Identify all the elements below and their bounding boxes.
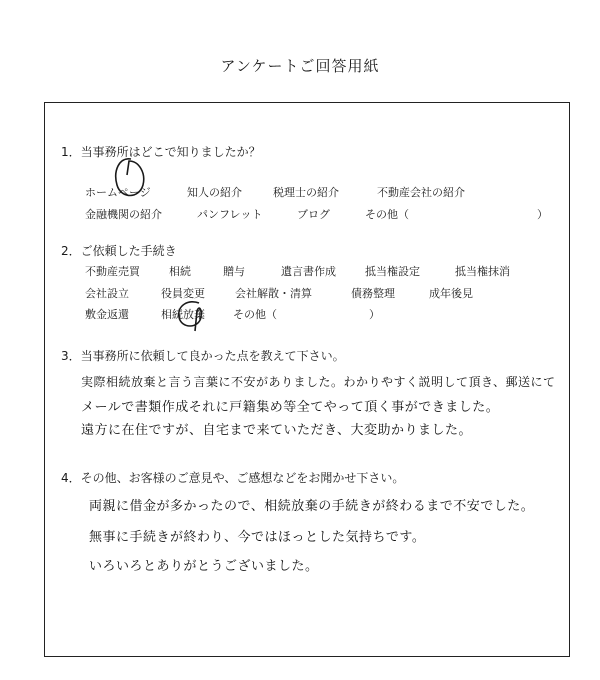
q2-option-company-setup: 会社設立 — [85, 287, 129, 300]
form-title: アンケートご回答用紙 — [220, 57, 380, 75]
q1-option-other-close: ） — [537, 208, 548, 221]
q1-option-acquaintance: 知人の紹介 — [187, 186, 242, 199]
q2-option-mortgage-setup: 抵当権設定 — [365, 265, 420, 278]
q3-answer-line-1: 実際相続放棄と言う言葉に不安がありました。わかりやすく説明して頂き、郵送にて — [81, 375, 556, 389]
q1-question: 1．当事務所はどこで知りましたか？ — [61, 145, 261, 159]
q2-option-other-close: ） — [369, 308, 380, 321]
q2-option-renunciation: 相続放棄 — [161, 308, 205, 321]
q2-option-dissolution: 会社解散・清算 — [235, 287, 312, 300]
q2-option-debt: 債務整理 — [351, 287, 395, 300]
questionnaire-sheet — [44, 102, 570, 657]
q1-option-homepage: ホームページ — [85, 186, 151, 199]
q4-question: 4．その他、お客様のご意見や、ご感想などをお聞かせ下さい。 — [61, 471, 405, 485]
q2-option-real-estate-sale: 不動産売買 — [85, 265, 140, 278]
q2-option-deposit-return: 敷金返還 — [85, 308, 129, 321]
circle-mark-renunciation — [169, 297, 209, 337]
q2-option-mortgage-cancel: 抵当権抹消 — [455, 265, 510, 278]
q1-option-financial: 金融機関の紹介 — [85, 208, 162, 221]
q2-option-inheritance: 相続 — [169, 265, 191, 278]
q1-option-blog: ブログ — [297, 208, 330, 221]
q4-answer-line-1: 両親に借金が多かったので、相続放棄の手続きが終わるまで不安でした。 — [89, 499, 535, 514]
q1-option-real-estate: 不動産会社の紹介 — [377, 186, 465, 199]
q2-question: 2．ご依頼した手続き — [61, 244, 177, 258]
q2-option-guardianship: 成年後見 — [429, 287, 473, 300]
q4-answer-line-2: 無事に手続きが終わり、今ではほっとした気持ちです。 — [89, 530, 426, 545]
q2-option-gift: 贈与 — [223, 265, 245, 278]
q1-option-tax-accountant: 税理士の紹介 — [273, 186, 339, 199]
q2-option-officer-change: 役員変更 — [161, 287, 205, 300]
q1-option-pamphlet: パンフレット — [197, 208, 263, 221]
q3-answer-line-3: 遠方に在住ですが、自宅まで来ていただき、大変助かりました。 — [81, 423, 472, 438]
q2-option-will: 遺言書作成 — [281, 265, 336, 278]
q4-answer-line-3: いろいろとありがとうございました。 — [89, 559, 319, 574]
q3-question: 3．当事務所に依頼して良かった点を教えて下さい。 — [61, 349, 345, 363]
circle-mark-homepage — [109, 155, 149, 205]
q3-answer-line-2: メールで書類作成それに戸籍集め等全てやって頂く事ができました。 — [81, 400, 500, 415]
q2-option-other: その他（ — [233, 308, 277, 321]
q1-option-other: その他（ — [365, 208, 409, 221]
